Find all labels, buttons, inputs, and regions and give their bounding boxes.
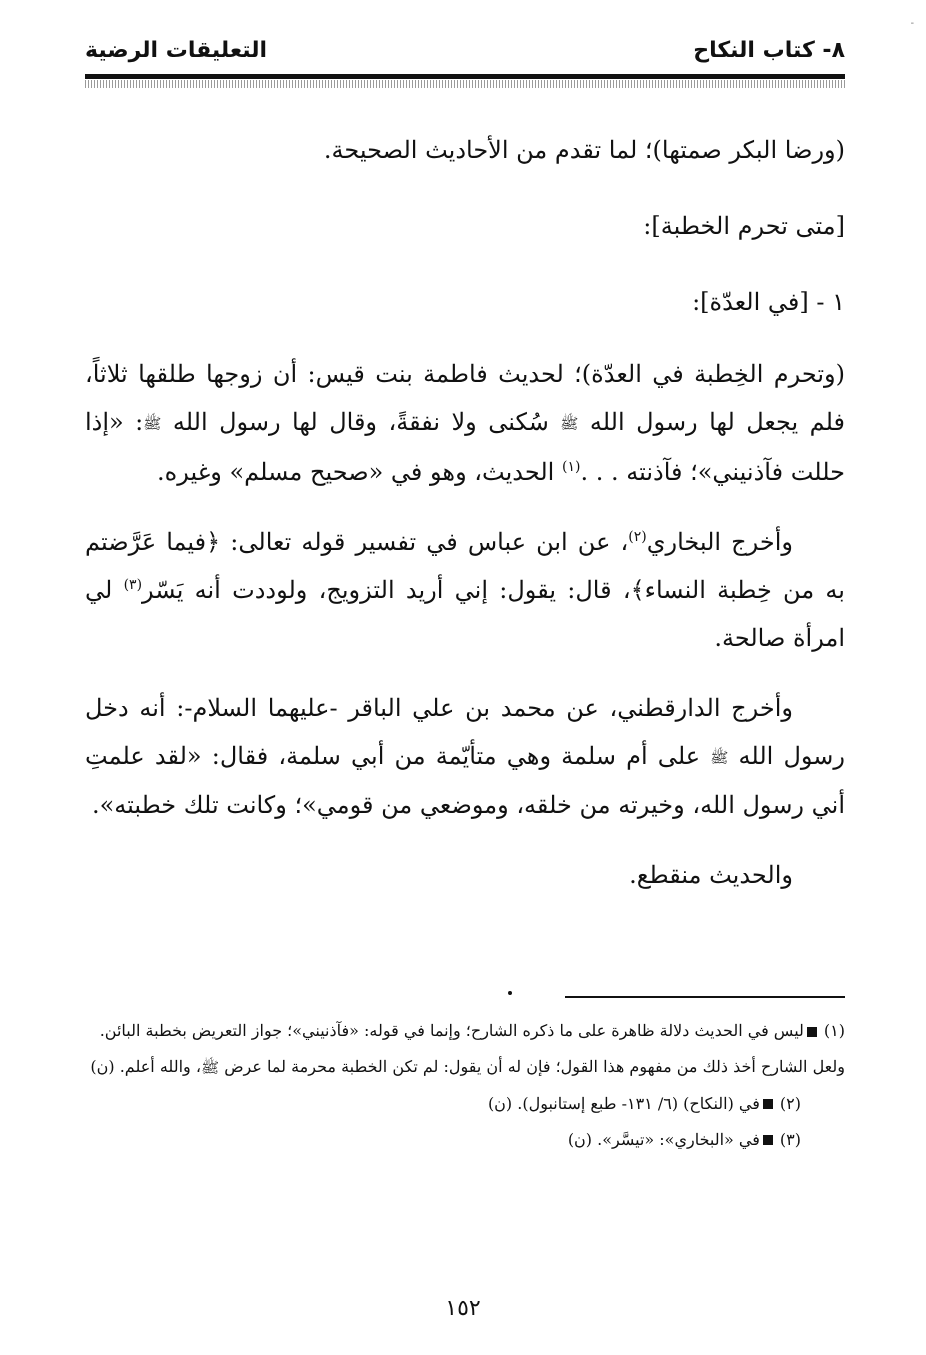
footnote-1 <box>85 1016 845 1046</box>
footnote-ref: (٢) <box>628 528 647 545</box>
salla-symbol: ﷺ <box>710 748 729 766</box>
footnote-1-continued <box>85 1052 845 1083</box>
salla-symbol: ﷺ <box>560 414 579 433</box>
header-rule <box>85 74 845 79</box>
footnote-number: (٢) <box>779 1093 801 1113</box>
text-run: الحديث، وهو في «صحيح مسلم» وغيره. <box>157 457 562 486</box>
text-run: ، عن ابن عباس في تفسير قوله تعالى: ﴿فيما عَرَّضتم به من خِطبة النساء﴾، قال: يقول: إني أريد التزويج، ولوددت أنه يَسّر <box>85 527 845 604</box>
stray-dot <box>508 991 512 995</box>
book-title: التعليقات الرضية <box>85 38 268 63</box>
square-bullet-icon <box>763 1099 773 1109</box>
paragraph-fatima-hadith <box>85 350 845 496</box>
footnote-ref: (١) <box>561 458 581 475</box>
paragraph-continuation: (ورضا البكر صمتها)؛ لما تقدم من الأحاديث الصحيحة. <box>323 136 845 164</box>
text-run: لي امرأة صالحة. <box>85 575 845 652</box>
text-run: (وتحرم الخِطبة في العدّة)؛ لحديث فاطمة بنت قيس: أن زوجها طلقها ثلاثاً، فلم يجعل لها رسول الله <box>85 360 845 436</box>
footnote-text: في «البخاري»: «تيسَّر». (ن) <box>567 1129 760 1149</box>
footnote-ref: (٣) <box>123 576 143 593</box>
salla-symbol: ﷺ <box>201 1058 220 1077</box>
footnote-number: (٣) <box>779 1129 801 1149</box>
footnote-text: في (النكاح) (٦/ ١٣١- طبع إستانبول). (ن) <box>487 1093 760 1113</box>
main-text <box>85 126 845 921</box>
footnote-text: ليس في الحديث دلالة ظاهرة على ما ذكره الشارح؛ وإنما في قوله: «فآذنيني»؛ جواز التعريض بخطبة البائن. <box>99 1021 804 1040</box>
paragraph-bukhari <box>85 518 845 662</box>
text-run: وأخرج البخاري <box>646 527 794 556</box>
header-rule-hatch <box>85 80 845 88</box>
footnotes <box>85 1016 845 1161</box>
text-run: على أم سلمة وهي متأيّمة من أبي سلمة، فقال: «لقد علمتِ أني رسول الله، وخيرته من خلقه، وموضعي من قومي»؛ وكانت تلك خطبته». <box>85 741 845 819</box>
text-run: وأخرج الدارقطني، عن محمد بن علي الباقر -عليهما السلام-: أنه دخل رسول الله <box>85 693 845 770</box>
salla-symbol: ﷺ <box>143 414 162 433</box>
footnote-separator <box>565 996 845 998</box>
paragraph-daraqutni <box>85 684 845 830</box>
footnote-number: (١) <box>823 1021 845 1040</box>
text-run: : «إذا حللت فآذنيني»؛ فآذنته . . . <box>85 408 845 486</box>
footnote-2 <box>85 1089 845 1119</box>
subsection-heading: ١ - [في العدّة]: <box>692 288 845 316</box>
page-number: ١٥٢ <box>445 1296 481 1321</box>
footnote-text: ولعل الشارح أخذ ذلك من مفهوم هذا القول؛ فإن له أن يقول: لم تكن الخطبة محرمة لما عرض <box>219 1057 845 1076</box>
footnote-3 <box>85 1125 845 1155</box>
paragraph-munqati: والحديث منقطع. <box>629 861 793 889</box>
scan-mark: - <box>910 18 914 29</box>
chapter-title: ٨- كتاب النكاح <box>693 38 845 63</box>
square-bullet-icon <box>807 1027 817 1037</box>
section-heading: [متى تحرم الخطبة]: <box>643 212 845 240</box>
footnote-text: ، والله أعلم. (ن) <box>90 1057 201 1076</box>
square-bullet-icon <box>763 1135 773 1145</box>
text-run: سُكنى ولا نفقةً، وقال لها رسول الله <box>161 408 561 436</box>
running-header <box>85 38 845 74</box>
